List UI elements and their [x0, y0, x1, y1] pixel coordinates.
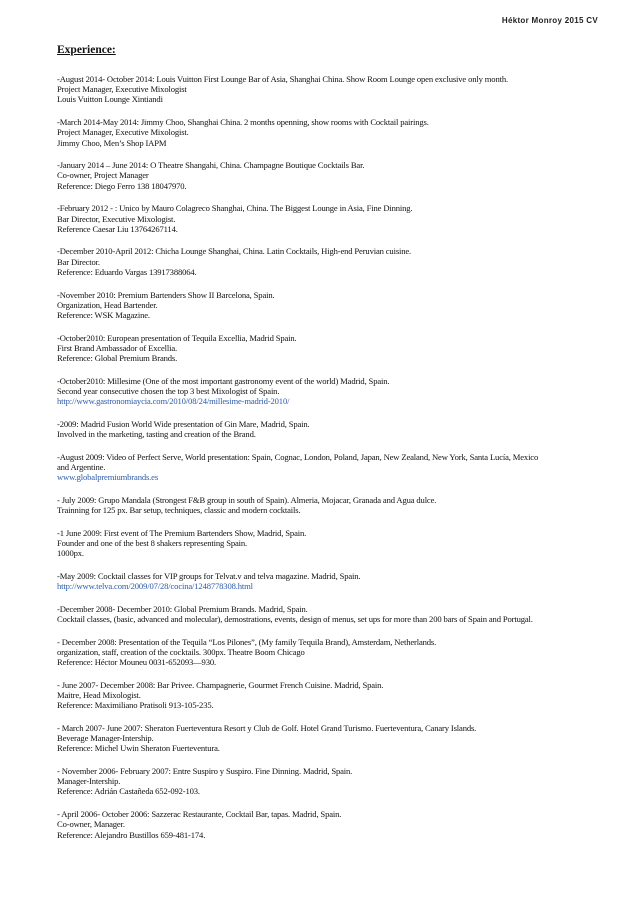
- entry-title-line: -August 2009: Video of Perfect Serve, World presentation: Spain, Cognac, London, Poland, Japan, New Zealand, New York, Santa Lucía, Mexico: [57, 451, 539, 462]
- entry-title-line: - November 2006- February 2007: Entre Suspiro y Suspiro. Fine Dinning. Madrid, Spain.: [57, 766, 353, 777]
- entry-detail-line: organization, staff, creation of the cocktails. 300px. Theatre Boom Chicago: [57, 646, 305, 657]
- entry-detail-line: Maitre, Head Mixologist.: [57, 690, 141, 701]
- entry-detail-line: Reference: Global Premium Brands.: [57, 353, 178, 364]
- experience-entry: [57, 766, 622, 797]
- entry-detail-line: 1000px.: [57, 548, 84, 559]
- entry-detail-line: Beverage Manager-Intership.: [57, 733, 154, 744]
- entry-title-line: -January 2014 – June 2014: O Theatre Shangahi, China. Champagne Boutique Cocktails Bar.: [57, 160, 365, 171]
- entry-link[interactable]: http://www.telva.com/2009/07/28/cocina/1248778308.html: [57, 581, 253, 592]
- experience-entry: [57, 637, 622, 668]
- entry-detail-line: Jimmy Choo, Men’s Shop IAPM: [57, 137, 167, 148]
- entry-detail-line: Reference: Diego Ferro 138 18047970.: [57, 180, 187, 191]
- experience-entry: [57, 74, 622, 105]
- entry-title-line: -November 2010: Premium Bartenders Show II Barcelona, Spain.: [57, 289, 275, 300]
- experience-entry: [57, 452, 622, 483]
- experience-entry: [57, 333, 622, 364]
- entry-title-line: -August 2014- October 2014: Louis Vuitton First Lounge Bar of Asia, Shanghai China. Show Room Lounge open exclusive only month.: [57, 74, 508, 84]
- cv-header: Héktor Monroy 2015 CV: [501, 16, 598, 25]
- entry-detail-line: Reference: Michel Uwin Sheraton Fuerteventura.: [57, 743, 220, 754]
- entry-detail-line: Reference: Maximiliano Pratisoli 913-105-235.: [57, 700, 214, 711]
- experience-list: [57, 74, 622, 852]
- entry-title-line: - March 2007- June 2007: Sheraton Fuerteventura Resort y Club de Golf. Hotel Grand Turismo. Fuerteventura, Canary Islands.: [57, 722, 477, 733]
- experience-entry: [57, 571, 622, 591]
- experience-entry: [57, 117, 622, 148]
- experience-entry: [57, 528, 622, 559]
- entry-detail-line: First Brand Ambassador of Excellia.: [57, 342, 178, 353]
- entry-detail-line: and Argentine.: [57, 461, 106, 472]
- entry-detail-line: Project Manager, Executive Mixologist: [57, 84, 187, 95]
- entry-title-line: -October2010: European presentation of Tequila Excellia, Madrid Spain.: [57, 332, 297, 343]
- entry-detail-line: Involved in the marketing, tasting and creation of the Brand.: [57, 429, 256, 440]
- experience-entry: [57, 290, 622, 321]
- entry-detail-line: Reference Caesar Liu 13764267114.: [57, 223, 178, 234]
- entry-title-line: -February 2012 - : Unico by Mauro Colagreco Shanghai, China. The Biggest Lounge in Asia, Fine Dinning.: [57, 203, 413, 214]
- entry-detail-line: Manager-Intership.: [57, 776, 121, 787]
- entry-link[interactable]: http://www.gastronomiaycia.com/2010/08/24/millesime-madrid-2010/: [57, 396, 290, 407]
- entry-title-line: - April 2006- October 2006: Sazzerac Restaurante, Cocktail Bar, tapas. Madrid, Spain.: [57, 809, 342, 820]
- experience-entry: [57, 203, 622, 234]
- entry-detail-line: Trainning for 125 px. Bar setup, techniques, classic and modern cocktails.: [57, 505, 301, 516]
- entry-detail-line: Louis Vuitton Lounge Xintiandi: [57, 94, 163, 105]
- entry-title-line: -October2010: Millesime (One of the most important gastronomy event of the world) Madrid, Spain.: [57, 375, 390, 386]
- entry-detail-line: Reference: Héctor Mouneu 0031-652093—930.: [57, 657, 216, 668]
- experience-entry: [57, 809, 622, 840]
- experience-entry: [57, 495, 622, 515]
- entry-title-line: -May 2009: Cocktail classes for VIP groups for Telvat.v and telva magazine. Madrid, Spain.: [57, 570, 361, 581]
- entry-title-line: - December 2008: Presentation of the Tequila “Los Pilones”, (My family Tequila Brand), Amsterdam, Netherlands.: [57, 636, 437, 647]
- entry-link[interactable]: www.globalpremiumbrands.es: [57, 472, 159, 483]
- experience-entry: [57, 604, 622, 624]
- experience-entry: [57, 419, 622, 439]
- entry-title-line: -2009: Madrid Fusion World Wide presentation of Gin Mare, Madrid, Spain.: [57, 418, 310, 429]
- entry-detail-line: Organization, Head Bartender.: [57, 299, 158, 310]
- entry-detail-line: Project Manager, Executive Mixologist.: [57, 127, 189, 138]
- entry-detail-line: Bar Director, Executive Mixologist.: [57, 213, 176, 224]
- experience-entry: [57, 160, 622, 191]
- entry-title-line: - July 2009: Grupo Mandala (Strongest F&B group in south of Spain). Almeria, Mojacar, Granada and Agua dulce.: [57, 494, 437, 505]
- entry-title-line: -December 2008- December 2010: Global Premium Brands. Madrid, Spain.: [57, 603, 308, 614]
- experience-entry: [57, 680, 622, 711]
- entry-detail-line: Cocktail classes, (basic, advanced and molecular), demostrations, events, design of menus, set ups for more than 200 bars of Spain and Portugal.: [57, 614, 533, 625]
- entry-detail-line: Co-owner, Manager.: [57, 819, 125, 830]
- experience-entry: [57, 723, 622, 754]
- entry-detail-line: Bar Director.: [57, 256, 100, 267]
- experience-heading: Experience:: [57, 44, 116, 56]
- entry-detail-line: Founder and one of the best 8 shakers representing Spain.: [57, 538, 248, 548]
- entry-detail-line: Reference: Eduardo Vargas 13917388064.: [57, 266, 197, 277]
- entry-title-line: -December 2010-April 2012: Chicha Lounge Shanghai, China. Latin Cocktails, High-end Peruvian cuisine.: [57, 246, 412, 257]
- entry-detail-line: Reference: Alejandro Bustillos 659-481-174.: [57, 829, 206, 840]
- experience-entry: [57, 376, 622, 407]
- entry-title-line: -1 June 2009: First event of The Premium Bartenders Show, Madrid, Spain.: [57, 527, 307, 538]
- entry-title-line: -March 2014-May 2014: Jimmy Choo, Shanghai China. 2 months openning, show rooms with Cocktail pairings.: [57, 117, 429, 128]
- entry-detail-line: Reference: Adrián Castañeda 652-092-103.: [57, 786, 200, 797]
- entry-detail-line: Co-owner, Project Manager: [57, 170, 149, 181]
- entry-detail-line: Second year consecutive chosen the top 3 best Mixologist of Spain.: [57, 385, 280, 396]
- entry-title-line: - June 2007- December 2008: Bar Privee. Champagnerie, Gourmet French Cuisine. Madrid, Spain.: [57, 679, 384, 690]
- experience-entry: [57, 246, 622, 277]
- entry-detail-line: Reference: WSK Magazine.: [57, 309, 150, 320]
